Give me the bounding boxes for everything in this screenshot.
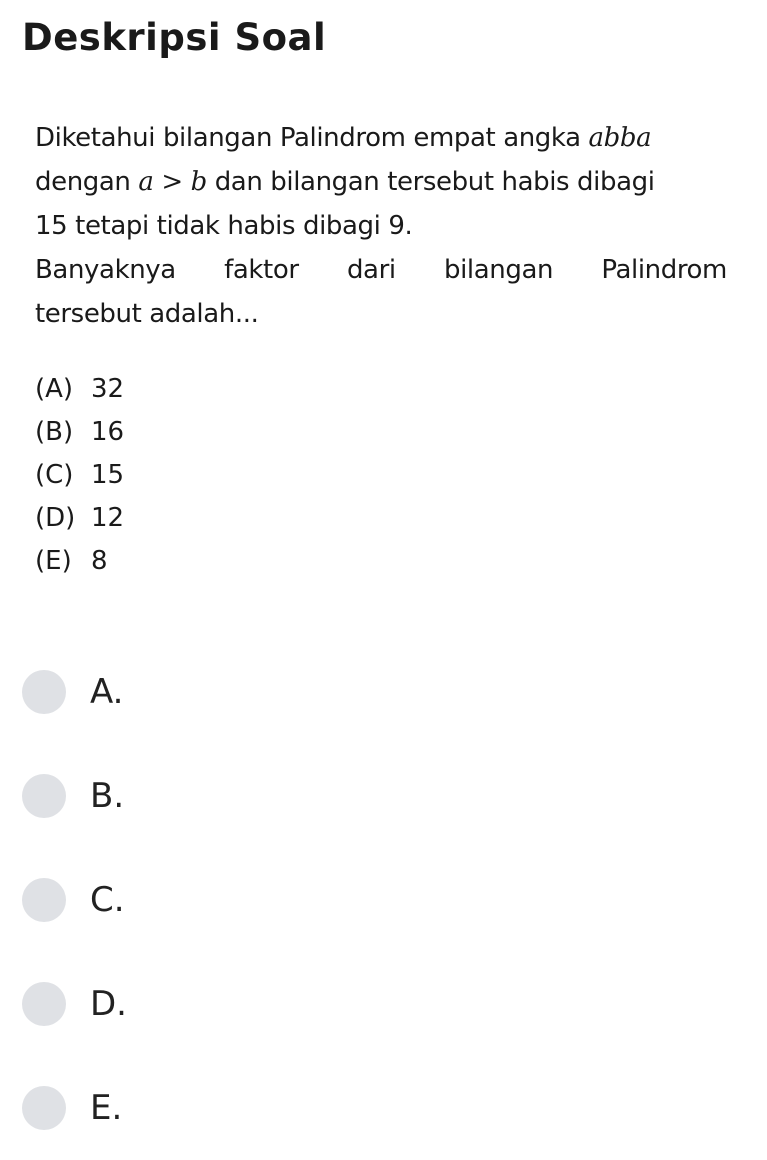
question-line: 15 tetapi tidak habis dibagi 9. — [35, 211, 413, 241]
choice-value: 8 — [91, 545, 108, 576]
radio-button[interactable] — [22, 1086, 66, 1130]
question-text-segment: dengan — [35, 167, 139, 197]
choice-value: 15 — [91, 459, 125, 490]
page-title: Deskripsi Soal — [22, 16, 327, 59]
choice-list — [35, 367, 124, 582]
question-text-segment: Diketahui bilangan Palindrom empat angka — [35, 123, 589, 153]
math-variable: b — [190, 167, 207, 197]
choice-label: (E) — [35, 545, 72, 576]
answer-label: B. — [90, 776, 125, 816]
question-line: tersebut adalah... — [35, 299, 259, 329]
choice-value: 16 — [91, 416, 125, 447]
question-line: Banyaknya faktor dari bilangan Palindrom — [35, 255, 727, 285]
answer-label: D. — [90, 984, 127, 1024]
radio-button[interactable] — [22, 878, 66, 922]
answer-options — [22, 640, 127, 1160]
answer-label: A. — [90, 672, 124, 712]
radio-button[interactable] — [22, 982, 66, 1026]
question-line — [35, 116, 727, 160]
choice-item — [35, 410, 124, 453]
answer-option-d[interactable] — [22, 952, 127, 1056]
answer-option-b[interactable] — [22, 744, 127, 848]
question-line — [35, 160, 727, 204]
choice-label: (A) — [35, 373, 74, 404]
answer-option-a[interactable] — [22, 640, 127, 744]
choice-item — [35, 539, 124, 582]
choice-item — [35, 453, 124, 496]
answer-option-c[interactable] — [22, 848, 127, 952]
choice-label: (D) — [35, 502, 76, 533]
question-text — [35, 116, 727, 336]
choice-value: 32 — [91, 373, 125, 404]
choice-item — [35, 367, 124, 410]
answer-label: C. — [90, 880, 125, 920]
math-operator: > — [153, 167, 191, 197]
question-text-segment: dan bilangan tersebut habis dibagi — [206, 167, 655, 197]
choice-item — [35, 496, 124, 539]
radio-button[interactable] — [22, 774, 66, 818]
choice-value: 12 — [91, 502, 125, 533]
choice-label: (C) — [35, 459, 74, 490]
answer-label: E. — [90, 1088, 123, 1128]
answer-option-e[interactable] — [22, 1056, 127, 1160]
choice-label: (B) — [35, 416, 74, 447]
math-variable: a — [138, 167, 154, 197]
radio-button[interactable] — [22, 670, 66, 714]
math-variable: abba — [588, 123, 652, 153]
